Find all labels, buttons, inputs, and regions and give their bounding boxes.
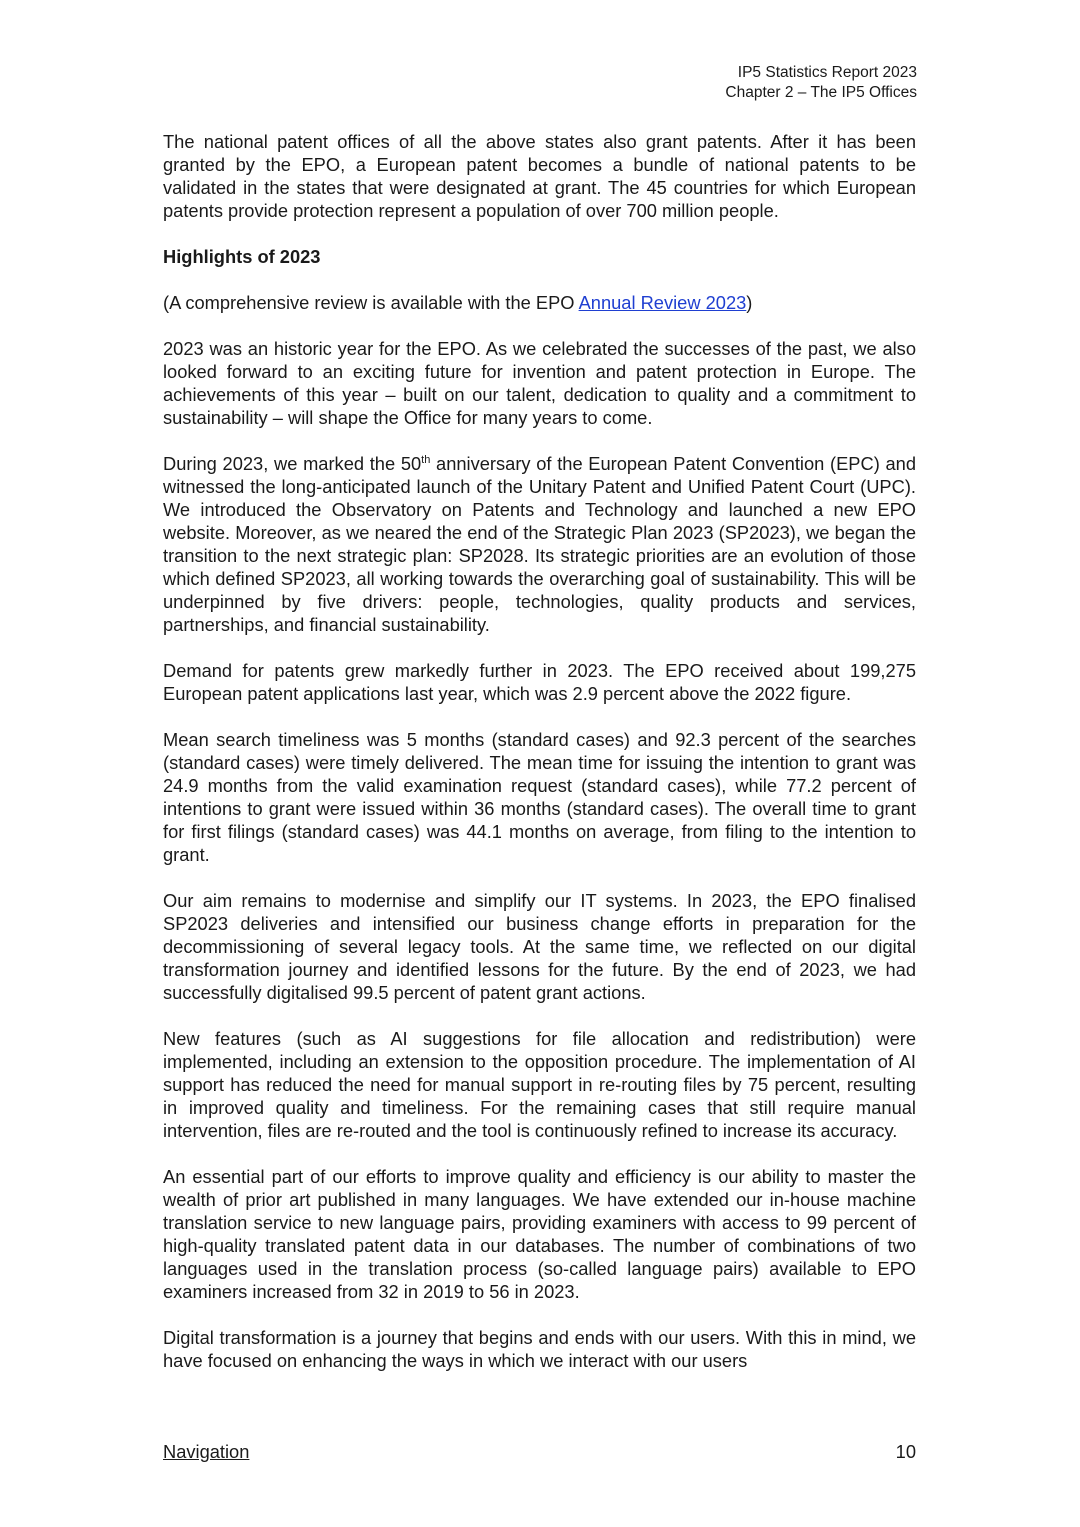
- main-content: [163, 130, 916, 1395]
- paragraph: [163, 452, 916, 636]
- paragraph: Demand for patents grew markedly further in 2023. The EPO received about 199,275 European patent applications last year, which was 2.9 percent above the 2022 figure.: [163, 660, 916, 704]
- paragraph-text: anniversary of the European Patent Convention (EPC) and witnessed the long-anticipated launch of the Unitary Patent and Unified Patent Court (UPC). We introduced the Observatory on Patents and Technology and launched a new EPO website. Moreover, as we neared the end of the Strategic Plan 2023 (SP2023), we began the transition to the next strategic plan: SP2028. Its strategic priorities are an evolution of those which defined SP2023, all working towards the overarching goal of sustainability. This will be underpinned by five drivers: people, technologies, quality products and services, partnerships, and financial sustainability.: [163, 453, 916, 635]
- page-header: [725, 63, 917, 103]
- navigation-link[interactable]: Navigation: [163, 1441, 250, 1462]
- review-note: [163, 291, 916, 314]
- paragraph: New features (such as AI suggestions for file allocation and redistribution) were implemented, including an extension to the opposition procedure. The implementation of AI support has reduced the need for manual support in re-routing files by 75 percent, resulting in improved quality and timeliness. For the remaining cases that still require manual intervention, files are re-routed and the tool is continuously refined to increase its accuracy.: [163, 1028, 916, 1141]
- paragraph: Our aim remains to modernise and simplify our IT systems. In 2023, the EPO finalised SP2023 deliveries and intensified our business change efforts in preparation for the decommissioning of several legacy tools. At the same time, we reflected on our digital transformation journey and identified lessons for the future. By the end of 2023, we had successfully digitalised 99.5 percent of patent grant actions.: [163, 890, 916, 1003]
- superscript: th: [421, 453, 431, 466]
- review-prefix: (A comprehensive review is available with the EPO: [163, 292, 579, 313]
- paragraph: Mean search timeliness was 5 months (standard cases) and 92.3 percent of the searches (standard cases) were timely delivered. The mean time for issuing the intention to grant was 24.9 months from the valid examination request (standard cases), while 77.2 percent of intentions to grant were issued within 36 months (standard cases). The overall time to grant for first filings (standard cases) was 44.1 months on average, from filing to the intention to grant.: [163, 729, 916, 865]
- page-number: 10: [895, 1441, 916, 1462]
- section-heading: Highlights of 2023: [163, 246, 321, 267]
- review-suffix: ): [746, 292, 753, 313]
- paragraph: 2023 was an historic year for the EPO. As we celebrated the successes of the past, we also looked forward to an exciting future for invention and patent protection in Europe. The achievements of this year – built on our talent, dedication to quality and a commitment to sustainability – will shape the Office for many years to come.: [163, 338, 916, 428]
- paragraph-text: During 2023, we marked the 50: [163, 453, 422, 474]
- chapter-title: Chapter 2 – The IP5 Offices: [725, 84, 917, 101]
- report-title: IP5 Statistics Report 2023: [737, 64, 917, 81]
- annual-review-link[interactable]: Annual Review 2023: [578, 292, 747, 313]
- paragraph: The national patent offices of all the above states also grant patents. After it has been granted by the EPO, a European patent becomes a bundle of national patents to be validated in the states that were designated at grant. The 45 countries for which European patents provide protection represent a population of over 700 million people.: [163, 131, 916, 221]
- paragraph: Digital transformation is a journey that begins and ends with our users. With this in mind, we have focused on enhancing the ways in which we interact with our users: [163, 1327, 916, 1371]
- paragraph: An essential part of our efforts to improve quality and efficiency is our ability to master the wealth of prior art published in many languages. We have extended our in-house machine translation service to new language pairs, providing examiners with access to 99 percent of high-quality translated patent data in our databases. The number of combinations of two languages used in the translation process (so-called language pairs) available to EPO examiners increased from 32 in 2019 to 56 in 2023.: [163, 1166, 916, 1302]
